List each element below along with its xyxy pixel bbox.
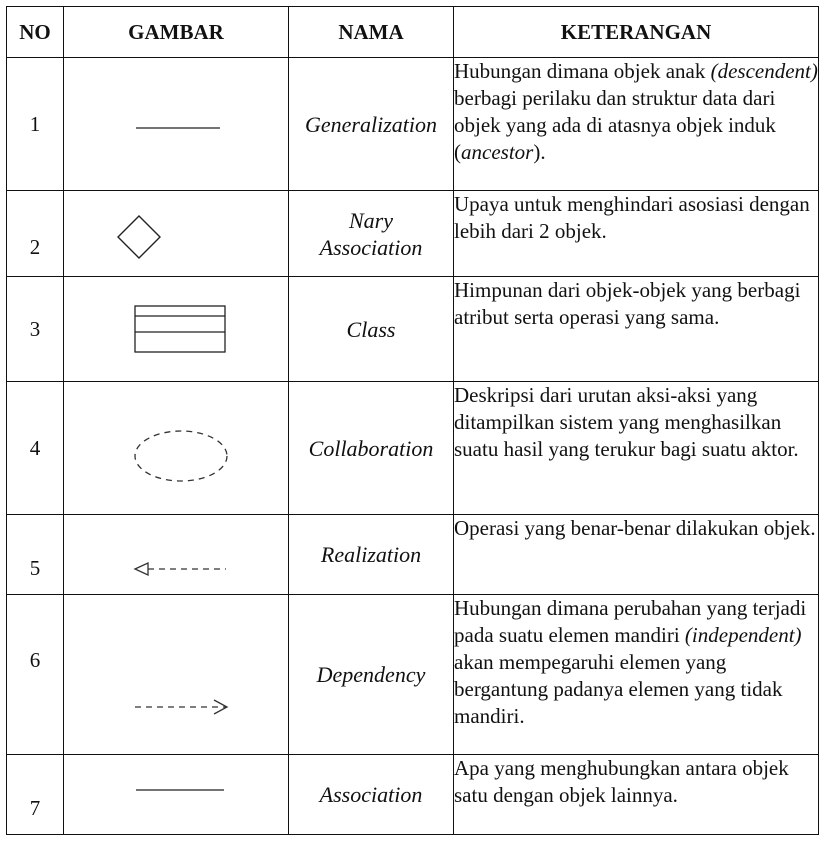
dashed-triangle-arrow-icon xyxy=(64,549,289,589)
description-text: ). xyxy=(533,140,546,164)
nama-cell: Association xyxy=(289,755,454,835)
table-row xyxy=(7,595,819,755)
nama-line: Association xyxy=(319,234,423,260)
row-number: 6 xyxy=(29,648,41,672)
row-number: 3 xyxy=(29,316,41,341)
nama-cell: Collaboration xyxy=(289,382,454,515)
italic-term: (independent) xyxy=(684,623,802,647)
row-number-cell xyxy=(7,515,64,595)
row-number: 7 xyxy=(29,796,41,820)
table-row xyxy=(7,58,819,191)
keterangan-cell xyxy=(454,755,819,835)
italic-term: ancestor xyxy=(461,140,534,164)
keterangan-cell xyxy=(454,595,819,755)
header-row xyxy=(7,7,819,58)
gambar-cell xyxy=(64,515,289,595)
keterangan-cell xyxy=(454,191,819,277)
nama-cell xyxy=(289,191,454,277)
description-text: berbagi perilaku dan struktur data dari objek yang ada di atasnya objek induk ( xyxy=(454,86,776,164)
description-text: Upaya untuk menghindari asosiasi dengan lebih dari 2 objek. xyxy=(454,192,810,243)
dashed-open-arrow-icon xyxy=(64,687,289,727)
table-row xyxy=(7,191,819,277)
nama-line: Nary xyxy=(349,207,393,233)
row-number: 2 xyxy=(29,235,41,259)
table-row xyxy=(7,382,819,515)
row-number: 4 xyxy=(29,435,41,460)
header-gambar: GAMBAR xyxy=(64,7,289,58)
class-box-icon xyxy=(64,299,289,359)
gambar-cell xyxy=(64,382,289,515)
header-keterangan: KETERANGAN xyxy=(454,7,819,58)
row-number: 1 xyxy=(29,111,41,136)
dashed-ellipse-icon xyxy=(64,424,289,488)
row-number-cell xyxy=(7,191,64,277)
row-number-cell xyxy=(7,277,64,382)
description-text: Hubungan dimana objek anak xyxy=(454,59,711,83)
keterangan-cell xyxy=(454,58,819,191)
description-text: Operasi yang benar-benar dilakukan objek. xyxy=(454,516,816,540)
keterangan-cell xyxy=(454,515,819,595)
gambar-cell xyxy=(64,755,289,835)
gambar-cell xyxy=(64,277,289,382)
description-text: Apa yang menghubungkan antara objek satu dengan objek lainnya. xyxy=(454,756,789,807)
description-text: Himpunan dari objek-objek yang berbagi atribut serta operasi yang sama. xyxy=(454,278,801,329)
header-nama: NAMA xyxy=(289,7,454,58)
description-text: Hubungan dimana perubahan yang terjadi pada suatu elemen mandiri xyxy=(454,596,807,647)
table-row xyxy=(7,755,819,835)
table-row xyxy=(7,277,819,382)
solid-line-icon xyxy=(64,770,289,810)
keterangan-cell xyxy=(454,382,819,515)
description-text: Deskripsi dari urutan aksi-aksi yang ditampilkan sistem yang menghasilkan suatu hasil yang terukur bagi suatu aktor. xyxy=(454,383,799,461)
nama-cell: Realization xyxy=(289,515,454,595)
nama-cell: Dependency xyxy=(289,595,454,755)
nama-cell: Generalization xyxy=(289,58,454,191)
nama-cell: Class xyxy=(289,277,454,382)
row-number-cell xyxy=(7,755,64,835)
gambar-cell xyxy=(64,595,289,755)
row-number: 5 xyxy=(29,556,41,580)
gambar-cell xyxy=(64,191,289,277)
row-number-cell xyxy=(7,595,64,755)
row-number-cell xyxy=(7,58,64,191)
header-no: NO xyxy=(7,7,64,58)
uml-notation-table xyxy=(6,6,819,835)
diamond-icon xyxy=(64,207,289,267)
row-number-cell xyxy=(7,382,64,515)
italic-term: (descendent) xyxy=(710,59,818,83)
description-text: akan mempegaruhi elemen yang bergantung padanya elemen yang tidak mandiri. xyxy=(454,650,783,728)
table-row xyxy=(7,515,819,595)
gambar-cell xyxy=(64,58,289,191)
solid-line-icon xyxy=(64,108,289,148)
keterangan-cell xyxy=(454,277,819,382)
